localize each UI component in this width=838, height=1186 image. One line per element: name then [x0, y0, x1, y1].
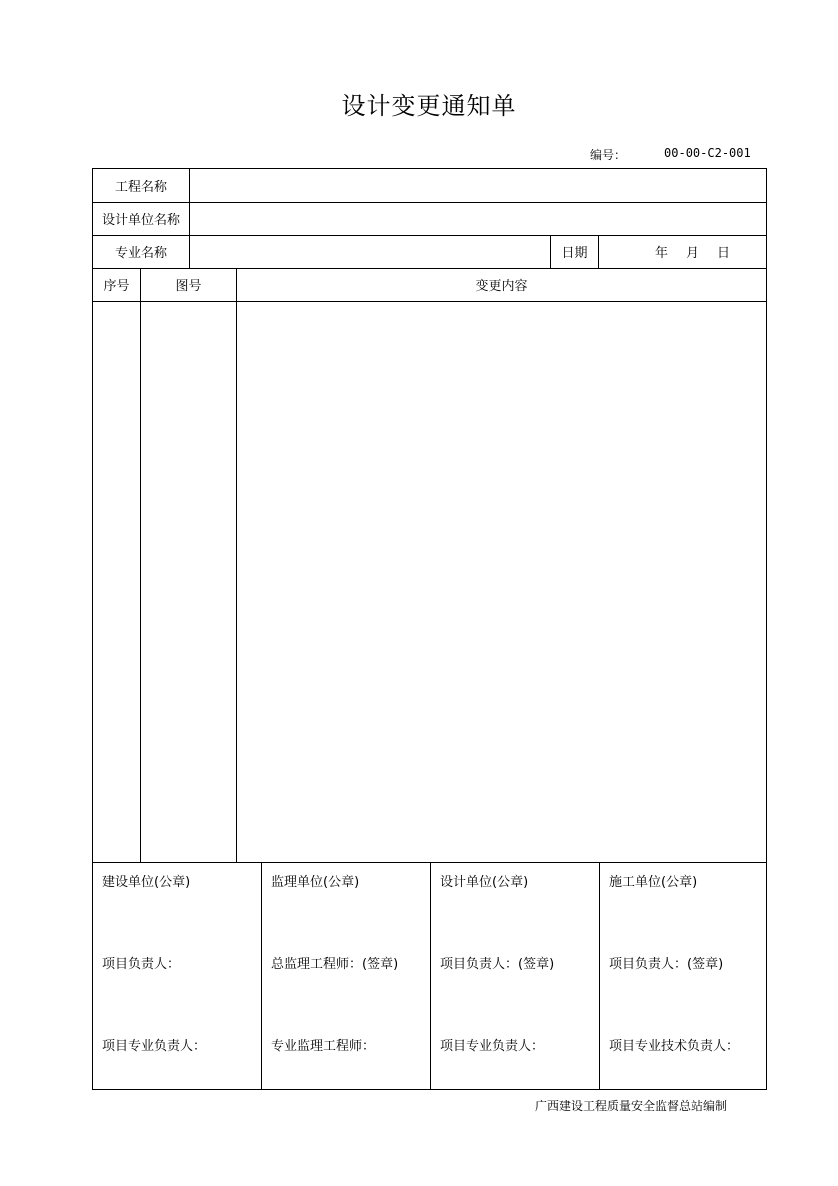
page-title: 设计变更通知单 — [341, 92, 517, 120]
date-label: 日期 — [561, 246, 588, 261]
header-seq: 序号 — [103, 279, 130, 294]
signature-contractor-role2: 项目专业技术负责人： — [609, 1039, 740, 1054]
drawing-no-column-body[interactable] — [141, 302, 236, 862]
signature-supervisor-role2: 专业监理工程师： — [271, 1039, 376, 1054]
header-change-content: 变更内容 — [475, 279, 528, 294]
signature-design-role2: 项目专业负责人： — [440, 1039, 545, 1054]
discipline-field[interactable] — [190, 235, 550, 268]
date-month-label: 月 — [685, 246, 699, 261]
col-divider — [599, 862, 600, 1090]
signature-owner-role1: 项目负责人： — [102, 957, 181, 972]
date-field[interactable] — [599, 235, 766, 268]
document-number-label: 编号： — [590, 148, 627, 162]
design-unit-field[interactable] — [190, 202, 766, 235]
signature-contractor-unit: 施工单位(公章) — [609, 875, 698, 890]
signature-owner-unit: 建设单位(公章) — [102, 875, 191, 890]
seq-column-body[interactable] — [93, 302, 140, 862]
date-day-label: 日 — [716, 246, 730, 261]
document-number — [590, 146, 751, 163]
signature-design-unit: 设计单位(公章) — [440, 875, 529, 890]
signature-supervisor-unit: 监理单位(公章) — [271, 875, 360, 890]
document-number-value: 00-00-C2-001 — [664, 146, 751, 160]
header-drawing-no: 图号 — [175, 279, 202, 294]
signature-owner-role2: 项目专业负责人： — [102, 1039, 207, 1054]
change-content-body[interactable] — [237, 302, 766, 862]
signature-contractor-role1: 项目负责人：(签章) — [609, 957, 724, 972]
signature-design-role1: 项目负责人：(签章) — [440, 957, 555, 972]
signature-supervisor-role1: 总监理工程师：(签章) — [271, 957, 399, 972]
footer-note: 广西建设工程质量安全监督总站编制 — [535, 1099, 728, 1113]
form-table — [92, 168, 767, 1090]
discipline-label: 专业名称 — [114, 246, 167, 261]
col-divider — [261, 862, 262, 1090]
project-name-label: 工程名称 — [114, 180, 167, 195]
project-name-field[interactable] — [190, 169, 766, 202]
col-divider — [430, 862, 431, 1090]
design-unit-label: 设计单位名称 — [101, 213, 180, 228]
date-year-label: 年 — [654, 246, 668, 261]
